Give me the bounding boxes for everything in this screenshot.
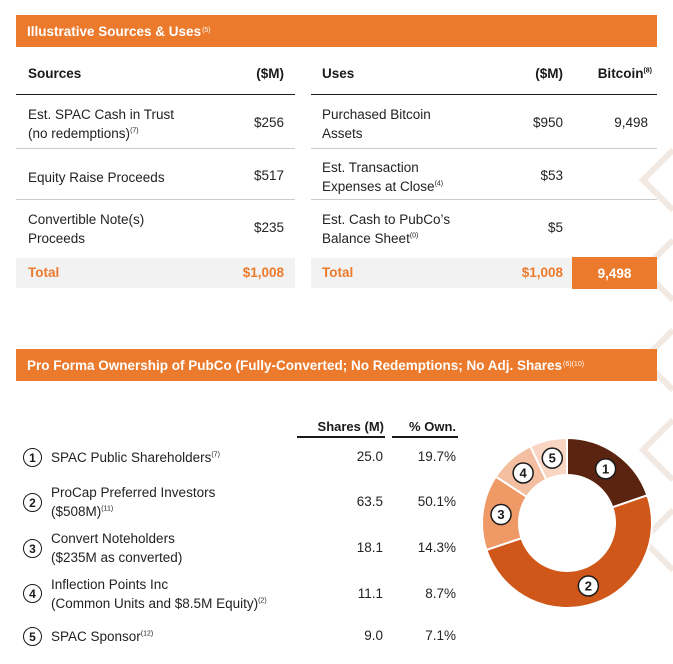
- use-row-1-value: $950: [532, 115, 563, 130]
- use-row-1-label-line1: Purchased Bitcoin: [322, 107, 431, 122]
- ownership-row-5-shares: 9.0: [364, 628, 383, 643]
- ownership-row-3-label-line2: ($235M as converted): [51, 550, 183, 565]
- use-row-3-label: [322, 210, 450, 248]
- number-2-badge: 2: [23, 493, 42, 512]
- source-row-1-footnote: (7): [130, 127, 139, 135]
- sources-header: Sources: [28, 66, 82, 81]
- use-row-2-label: [322, 158, 443, 196]
- shares-header-underline: [297, 436, 385, 438]
- ownership-header-bar: Pro Forma Ownership of PubCo (Fully-Converted; No Redemptions; No Adj. Shares (6)(10): [16, 349, 657, 381]
- use-row-2-value: $53: [540, 168, 563, 183]
- row-divider: [16, 199, 295, 200]
- ownership-row-4-label-line2: (Common Units and $8.5M Equity): [51, 596, 259, 611]
- ownership-row-4-shares: 11.1: [357, 586, 383, 601]
- ownership-row-5-label: [51, 627, 153, 646]
- bitcoin-header: [582, 66, 652, 81]
- source-row-1-label-line1: Est. SPAC Cash in Trust: [28, 107, 175, 122]
- ownership-row-3-label-line1: Convert Noteholders: [51, 531, 175, 546]
- source-row-3-value: $235: [253, 220, 284, 235]
- source-row-2-value: $517: [253, 168, 284, 183]
- pct-own-header: % Own.: [409, 419, 456, 434]
- bitcoin-header-label: Bitcoin: [597, 66, 644, 81]
- uses-header: Uses: [322, 66, 355, 81]
- row-divider: [16, 148, 295, 149]
- ownership-row-3-pct: 14.3%: [417, 540, 456, 555]
- ownership-row-1-shares: 25.0: [356, 449, 383, 464]
- source-row-1-value: $256: [253, 115, 284, 130]
- number-4-badge: 4: [23, 584, 42, 603]
- row-divider: [311, 199, 657, 200]
- ownership-title: Pro Forma Ownership of PubCo (Fully-Converted; No Redemptions; No Adj. Shares: [27, 357, 563, 373]
- sources-uses-title: Illustrative Sources & Uses: [27, 23, 202, 39]
- ownership-row-2-label-line2: ($508M): [51, 504, 102, 519]
- use-row-3-label-line1: Est. Cash to PubCo’s: [322, 212, 451, 227]
- donut-label-1: 1: [601, 461, 610, 477]
- ownership-row-4-label-line1: Inflection Points Inc: [51, 577, 169, 592]
- bitcoin-total: 9,498: [572, 257, 657, 289]
- source-row-1-label-line2: (no redemptions): [28, 126, 131, 141]
- ownership-row-1-pct: 19.7%: [417, 449, 456, 464]
- use-row-1-bitcoin: 9,498: [614, 115, 648, 130]
- ownership-row-1-label: [51, 448, 220, 467]
- ownership-row-2-shares: 63.5: [356, 494, 383, 509]
- number-5-badge: 5: [23, 627, 42, 646]
- ownership-row-4-label: [51, 575, 267, 613]
- ownership-row-4-footnote: (2): [258, 597, 267, 605]
- ownership-row-4-pct: 8.7%: [425, 586, 456, 601]
- ownership-row-3-shares: 18.1: [356, 540, 383, 555]
- source-row-3-label-line1: Convertible Note(s): [28, 212, 145, 227]
- donut-label-5: 5: [548, 450, 556, 466]
- ownership-row-3-label: [51, 529, 182, 567]
- use-row-2-footnote: (4): [434, 180, 444, 188]
- ownership-row-1-label-text: SPAC Public Shareholders: [51, 450, 212, 465]
- use-row-2-label-line1: Est. Transaction: [322, 160, 419, 175]
- source-row-2-label: Equity Raise Proceeds: [28, 170, 165, 185]
- donut-label-4: 4: [519, 465, 527, 481]
- sources-header-rule: [16, 94, 295, 95]
- use-row-2-label-line2: Expenses at Close: [322, 179, 435, 194]
- ownership-row-2-pct: 50.1%: [417, 494, 456, 509]
- sources-total-label: Total: [28, 265, 60, 280]
- shares-header: Shares (M): [317, 419, 384, 434]
- bitcoin-header-footnote: (8): [643, 67, 652, 75]
- use-row-3-value: $5: [547, 220, 563, 235]
- source-row-1-label: [28, 105, 174, 143]
- ownership-row-2-label: [51, 483, 215, 521]
- sources-uses-header-bar: Illustrative Sources & Uses (5): [16, 15, 657, 47]
- donut-label-2: 2: [584, 578, 592, 594]
- number-1-badge: 1: [23, 448, 42, 467]
- ownership-row-5-label-text: SPAC Sponsor: [51, 629, 141, 644]
- ownership-row-1-footnote: (7): [211, 451, 220, 459]
- number-3-badge: 3: [23, 539, 42, 558]
- source-row-3-label-line2: Proceeds: [28, 231, 86, 246]
- uses-unit-header: ($M): [535, 66, 563, 81]
- pct-own-header-underline: [392, 436, 458, 438]
- row-divider: [311, 148, 657, 149]
- ownership-row-5-footnote: (12): [140, 630, 154, 638]
- uses-header-rule: [311, 94, 657, 95]
- use-row-1-label-line2: Assets: [322, 126, 363, 141]
- ownership-row-2-label-line1: ProCap Preferred Investors: [51, 485, 216, 500]
- uses-total-value: $1,008: [521, 265, 563, 280]
- use-row-3-label-line2: Balance Sheet: [322, 231, 410, 246]
- sources-unit-header: ($M): [256, 66, 284, 81]
- ownership-donut-chart: [474, 430, 660, 616]
- ownership-row-5-pct: 7.1%: [425, 628, 456, 643]
- donut-label-3: 3: [497, 507, 505, 523]
- uses-total-label: Total: [322, 265, 354, 280]
- use-row-3-footnote: (0): [409, 232, 419, 240]
- source-row-3-label: [28, 210, 144, 248]
- sources-total-value: $1,008: [242, 265, 284, 280]
- ownership-row-2-footnote: (11): [101, 505, 114, 513]
- use-row-1-label: [322, 105, 431, 143]
